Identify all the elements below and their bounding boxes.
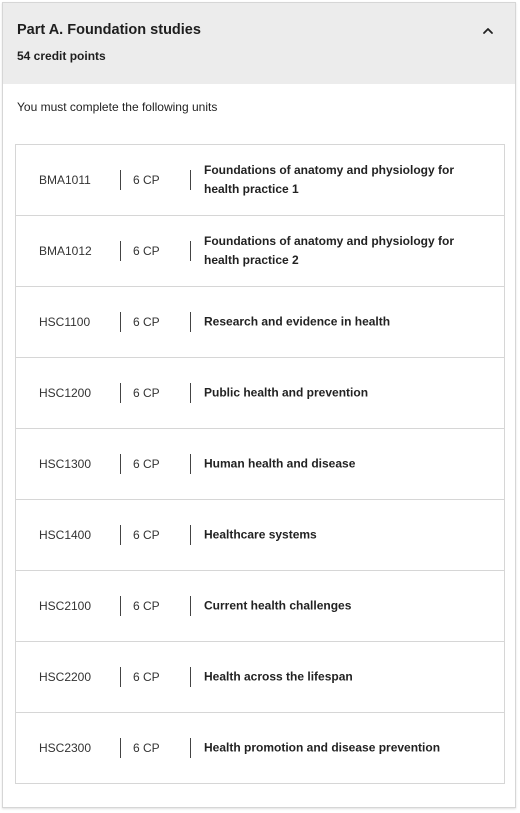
unit-code: HSC1400 <box>39 528 92 542</box>
unit-name: Health promotion and disease prevention <box>204 740 441 755</box>
divider <box>120 241 121 261</box>
unit-row[interactable] <box>15 642 505 713</box>
credit-points: 54 credit points <box>17 49 106 63</box>
unit-name: Public health and prevention <box>204 385 369 400</box>
divider <box>190 738 191 758</box>
unit-credit-points: 6 CP <box>133 741 160 755</box>
unit-name: Research and evidence in health <box>204 314 391 329</box>
unit-credit-points: 6 CP <box>133 670 160 684</box>
unit-list <box>15 144 505 784</box>
unit-credit-points: 6 CP <box>133 386 160 400</box>
unit-credit-points: 6 CP <box>133 173 160 187</box>
divider <box>190 312 191 332</box>
divider <box>120 738 121 758</box>
unit-code: BMA1012 <box>39 244 92 258</box>
divider <box>120 170 121 190</box>
divider <box>190 667 191 687</box>
unit-code: HSC2300 <box>39 741 92 755</box>
unit-name: Current health challenges <box>204 598 352 613</box>
divider <box>120 312 121 332</box>
unit-row[interactable] <box>15 216 505 287</box>
unit-name: Foundations of anatomy and physiology for health practice 1 <box>204 163 455 196</box>
unit-row[interactable] <box>15 571 505 642</box>
unit-row[interactable] <box>15 713 505 784</box>
divider <box>190 454 191 474</box>
divider <box>120 667 121 687</box>
divider <box>190 383 191 403</box>
unit-code: HSC1100 <box>39 315 91 329</box>
accordion-panel <box>2 2 516 808</box>
accordion-header[interactable] <box>3 3 515 84</box>
unit-row[interactable] <box>15 500 505 571</box>
unit-credit-points: 6 CP <box>133 315 160 329</box>
unit-code: HSC2100 <box>39 599 92 613</box>
unit-credit-points: 6 CP <box>133 244 160 258</box>
unit-credit-points: 6 CP <box>133 599 160 613</box>
divider <box>120 525 121 545</box>
unit-code: HSC2200 <box>39 670 92 684</box>
unit-code: HSC1300 <box>39 457 92 471</box>
unit-name: Healthcare systems <box>204 527 317 542</box>
intro-text: You must complete the following units <box>17 100 218 114</box>
unit-code: BMA1011 <box>39 173 91 187</box>
unit-credit-points: 6 CP <box>133 528 160 542</box>
unit-credit-points: 6 CP <box>133 457 160 471</box>
unit-row[interactable] <box>15 429 505 500</box>
chevron-up-icon[interactable] <box>482 25 494 37</box>
unit-row[interactable] <box>15 287 505 358</box>
unit-row[interactable] <box>15 358 505 429</box>
unit-name: Foundations of anatomy and physiology for health practice 2 <box>204 234 455 267</box>
divider <box>190 170 191 190</box>
unit-name: Human health and disease <box>204 456 356 471</box>
divider <box>190 596 191 616</box>
divider <box>120 454 121 474</box>
divider <box>120 596 121 616</box>
unit-row[interactable] <box>15 144 505 216</box>
divider <box>190 241 191 261</box>
divider <box>190 525 191 545</box>
divider <box>120 383 121 403</box>
section-title: Part A. Foundation studies <box>17 22 201 38</box>
unit-code: HSC1200 <box>39 386 92 400</box>
unit-name: Health across the lifespan <box>204 669 353 684</box>
